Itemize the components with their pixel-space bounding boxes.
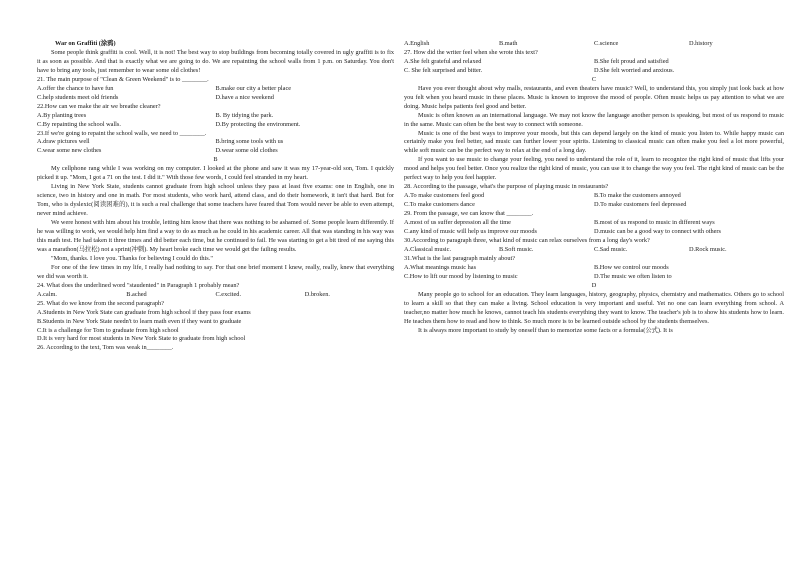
option-25-d: D.It is very hard for most students in New York State to graduate from high school <box>37 335 246 343</box>
question-23-options-2 <box>37 147 394 156</box>
option-30-b: B.Soft music. <box>499 245 534 253</box>
question-21-options-2 <box>37 94 394 103</box>
question-31-options <box>404 264 784 273</box>
question-29: 29. From the passage, we can know that ________. <box>404 210 534 218</box>
option-22-a: A.By planting trees <box>37 111 87 119</box>
option-23-b: B.bring some tools with us <box>215 138 284 146</box>
option-28-a: A.To make customers feel good <box>404 192 485 200</box>
option-25-a: A.Students in New York State can graduate from high school if they pass four exams <box>37 308 251 316</box>
question-25: 25. What do we know from the second paragraph? <box>37 299 165 307</box>
question-22-options-2 <box>37 121 394 130</box>
option-31-b: B.How we control our moods <box>594 263 669 271</box>
passage-b-paragraph-2: Living in New York State, students cannot graduate from high school unless they pass at least five exams: one in English, one in science, two in history and one in math. For most students, who work hard, attend class, and do their homework, it isn't that hard. But for Tom, who is dyslexic(阅读困难的), it is such a real challenge that some teachers have feared that Tom would never be able to even attempt, never mind achieve. <box>37 183 394 218</box>
option-29-a: A.most of us suffer depression all the time <box>404 219 511 227</box>
question-22: 22.How can we make the air we breathe cleaner? <box>37 102 161 110</box>
section-d-heading: D <box>591 281 597 289</box>
option-24-a: A.calm. <box>37 290 57 298</box>
passage-c-paragraph-2: Music is often known as an international language. We may not know the language another person is speaking, but most of us respond to music in the same. Music can often be the best way to connect with someone. <box>404 111 784 128</box>
option-28-d: D.To make customers feel depressed <box>594 201 687 209</box>
option-27-a: A.She felt grateful and relaxed <box>404 57 482 65</box>
option-23-c: C.wear some new clothes <box>37 147 102 155</box>
question-22-options <box>37 112 394 121</box>
passage-d-paragraph-1: Many people go to school for an education. They learn languages, history, geography, physics, chemistry and mathematics. Others go to school to learn a skill so that they can make a living. School education is very important and useful. Yet no one can learn everything from school. A teacher,no matter how much he knows, cannot teach his students everything they want to know. The teacher's job is to show his students how to learn. He teaches them how to read and how to think. So much more is to be learned outside school by the students themselves. <box>404 290 784 325</box>
option-28-b: B.To make the customers annoyed <box>594 192 681 200</box>
option-31-d: D.The music we often listen to <box>594 272 672 280</box>
option-28-c: C.To make customers dance <box>404 201 475 209</box>
option-29-c: C.any kind of music will help us improve our moods <box>404 228 537 236</box>
option-31-a: A.What meanings music has <box>404 263 477 271</box>
option-21-a: A.offer the chance to have fun <box>37 84 114 92</box>
option-30-d: D.Rock music. <box>689 245 727 253</box>
option-22-b: B. By tidying the park. <box>215 111 274 119</box>
right-column <box>404 40 784 335</box>
question-21-options <box>37 85 394 94</box>
option-21-c: C.help students meet old friends <box>37 93 119 101</box>
passage-a-intro: Some people think graffiti is cool. Well, it is not! The best way to stop buildings from becoming totally covered in ugly graffiti is to fix it as soon as possible. And that is exactly what we are going to do. We are repainting the school walls from 1 p.m. on Saturday. You don't have to bring any tools, just remember to wear some old clothes! <box>37 48 394 74</box>
question-26-options <box>404 40 784 49</box>
question-24-options <box>37 291 394 300</box>
option-30-c: C.Sad music. <box>594 245 628 253</box>
question-29-options <box>404 219 784 228</box>
option-26-d: D.history <box>689 40 713 47</box>
question-28-options <box>404 192 784 201</box>
option-26-b: B.math <box>499 40 518 47</box>
passage-b-paragraph-3: We were honest with him about his trouble, letting him know that there was nothing to be ashamed of. Some people learn differently. If he was willing to work, we would help him find a way to do as much as he could in his academic career. All that was standing in his way was this math test. He had taken it three times and did better each time, but he continued to fail. He was starting to get a bit tired of me saying this was a marathon(马拉松) not a sprint(冲刺). My heart broke each time we would get the failing results. <box>37 219 394 253</box>
option-21-b: B.make our city a better place <box>215 84 292 92</box>
question-29-options-2 <box>404 228 784 237</box>
option-22-d: D.By protecting the environment. <box>215 120 301 128</box>
question-21: 21. The main purpose of "Clean & Green Weekend" is to ________. <box>37 75 209 83</box>
option-22-c: C.By repainting the school walls. <box>37 120 121 128</box>
option-27-d: D.She felt worried and anxious. <box>594 66 675 74</box>
passage-c-paragraph-4: If you want to use music to change your feeling, you need to understand the role of it, learn to recognize the right kind of music that lifts your mood and helps you feel better. Once you realize the right kind of music, you can use it to change the way you feel. The right kind of music can be the perfect way to help you feel happier. <box>404 156 784 182</box>
option-23-a: A.draw pictures well <box>37 138 90 146</box>
question-26: 26. According to the text, Tom was weak in________. <box>37 344 174 352</box>
question-23-options <box>37 138 394 147</box>
option-29-d: D.music can be a good way to connect with others <box>594 228 721 236</box>
option-25-b: B.Students in New York State needn't to learn math even if they want to graduate <box>37 317 242 325</box>
question-27-options-2 <box>404 67 784 76</box>
option-31-c: C.How to lift our mood by listening to music <box>404 272 518 280</box>
option-27-c: C. She felt surprised and bitter. <box>404 66 483 74</box>
question-27-options <box>404 58 784 67</box>
option-26-c: C.science <box>594 40 619 47</box>
question-30-options <box>404 246 784 255</box>
question-31: 31.What is the last paragraph mainly about? <box>404 254 516 262</box>
option-30-a: A.Classical music. <box>404 245 452 253</box>
left-column <box>37 40 394 353</box>
option-21-d: D.have a nice weekend <box>215 93 274 101</box>
passage-b-paragraph-1: My cellphone rang while I was working on my computer. I looked at the phone and saw it was my 17-year-old son, Tom. I quickly picked it up. "Mom, I got a 71 on the test. I did it." With those few words, I could feel stranded in my heart. <box>37 165 394 182</box>
option-23-d: D.wear some old clothes <box>215 147 278 155</box>
passage-d-paragraph-2: It is always more important to study by oneself than to memorize some facts or a formula(公式). It is <box>418 326 673 334</box>
question-31-options-2 <box>404 273 784 282</box>
option-27-b: B.She felt proud and satisfied <box>594 57 669 65</box>
passage-c-paragraph-1: Have you ever thought about why malls, restaurants, and even theaters have music? Well, to understand this, you simply just look back at how you felt when you heard music in these places. Music is known to improve the mood of people. Often music helps us pay attention to what we are doing. Music helps patients feel good and better. <box>404 84 784 110</box>
passage-c-paragraph-3: Music is one of the best ways to improve your moods, but this can depend largely on the kind of music you listen to. While happy music can certainly make you feel better, sad music can further lower your spirits. Listening to classical music can often make you feel a lot more powerful, while soft music can be the perfect way to relax at the end of a long day. <box>404 129 784 155</box>
option-29-b: B.most of us respond to music in different ways <box>594 219 715 227</box>
question-28-options-2 <box>404 201 784 210</box>
option-24-c: C.excited. <box>215 290 242 298</box>
question-30: 30.According to paragraph three, what kind of music can relax ourselves from a long day's work? <box>404 236 650 244</box>
passage-b-paragraph-4: "Mom, thanks. I love you. Thanks for believing I could do this." <box>51 254 213 262</box>
section-c-heading: C <box>591 75 597 83</box>
option-24-b: B.ached <box>126 290 147 298</box>
question-23: 23.If we're going to repaint the school walls, we need to ________. <box>37 129 207 137</box>
passage-a-title: War on Graffiti (涂鸦) <box>55 40 116 47</box>
option-24-d: D.broken. <box>304 290 330 298</box>
question-24: 24. What does the underlined word "staudented" in Paragraph 1 probably mean? <box>37 281 240 289</box>
option-25-c: C.It is a challenge for Tom to graduate from high school <box>37 326 179 334</box>
section-b-heading: B <box>213 156 218 164</box>
option-26-a: A.English <box>404 40 430 47</box>
passage-b-paragraph-5: For one of the few times in my life, I really had nothing to say. For that one brief moment I knew, really, really, knew that everything we did was worth it. <box>37 263 394 280</box>
question-27: 27. How did the writer feel when she wrote this text? <box>404 48 538 56</box>
question-28: 28. According to the passage, what's the purpose of playing music in restaurants? <box>404 183 609 191</box>
